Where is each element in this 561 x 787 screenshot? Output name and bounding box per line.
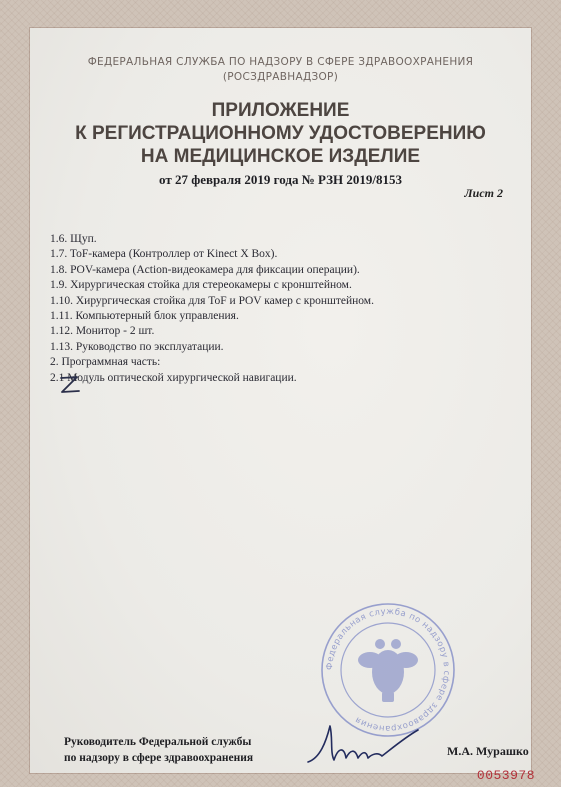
list-item: 1.11. Компьютерный блок управления.	[50, 310, 239, 323]
document-title-line1: ПРИЛОЖЕНИЕ	[211, 100, 350, 121]
certificate-date-number: от 27 февраля 2019 года № РЗН 2019/8153	[159, 172, 402, 187]
document-title-line3: НА МЕДИЦИНСКОЕ ИЗДЕЛИЕ	[140, 146, 421, 167]
item-list	[50, 232, 470, 386]
agency-name: ФЕДЕРАЛЬНАЯ СЛУЖБА ПО НАДЗОРУ В СФЕРЕ ЗДРАВООХРАНЕНИЯ	[87, 56, 474, 68]
list-item: 1.10. Хирургическая стойка для ToF и POV камер с кронштейном.	[50, 294, 374, 307]
signatory-name: М.А. Мурашко	[447, 744, 529, 758]
signatory-title	[64, 734, 253, 766]
list-item: 2.1 Модуль оптической хирургической навигации.	[50, 371, 297, 384]
seal-text: Федеральная служба по надзору в сфере здравоохранения	[324, 606, 452, 734]
sheet-number: Лист 2	[464, 186, 503, 200]
list-item: 1.12. Монитор - 2 шт.	[50, 325, 155, 338]
list-item: 2. Программная часть:	[50, 356, 161, 369]
signatory-title-line2: по надзору в сфере здравоохранения	[64, 752, 254, 764]
document-title-line2: К РЕГИСТРАЦИОННОМУ УДОСТОВЕРЕНИЮ	[75, 123, 486, 144]
serial-number: 0053978	[476, 768, 535, 783]
agency-abbreviation: (РОСЗДРАВНАДЗОР)	[222, 71, 339, 83]
list-item: 1.8. POV-камера (Action-видеокамера для фиксации операции).	[50, 263, 360, 276]
list-item: 1.9. Хирургическая стойка для стереокамеры с кронштейном.	[50, 279, 352, 292]
signatory-title-line1: Руководитель Федеральной службы	[64, 736, 252, 748]
list-item: 1.7. ToF-камера (Контроллер от Kinect X Box).	[50, 248, 278, 261]
z-dash-mark-icon	[58, 374, 82, 396]
list-item: 1.6. Щуп.	[50, 233, 97, 245]
list-item: 1.13. Руководство по эксплуатации.	[50, 340, 224, 353]
signature-icon	[300, 712, 430, 772]
